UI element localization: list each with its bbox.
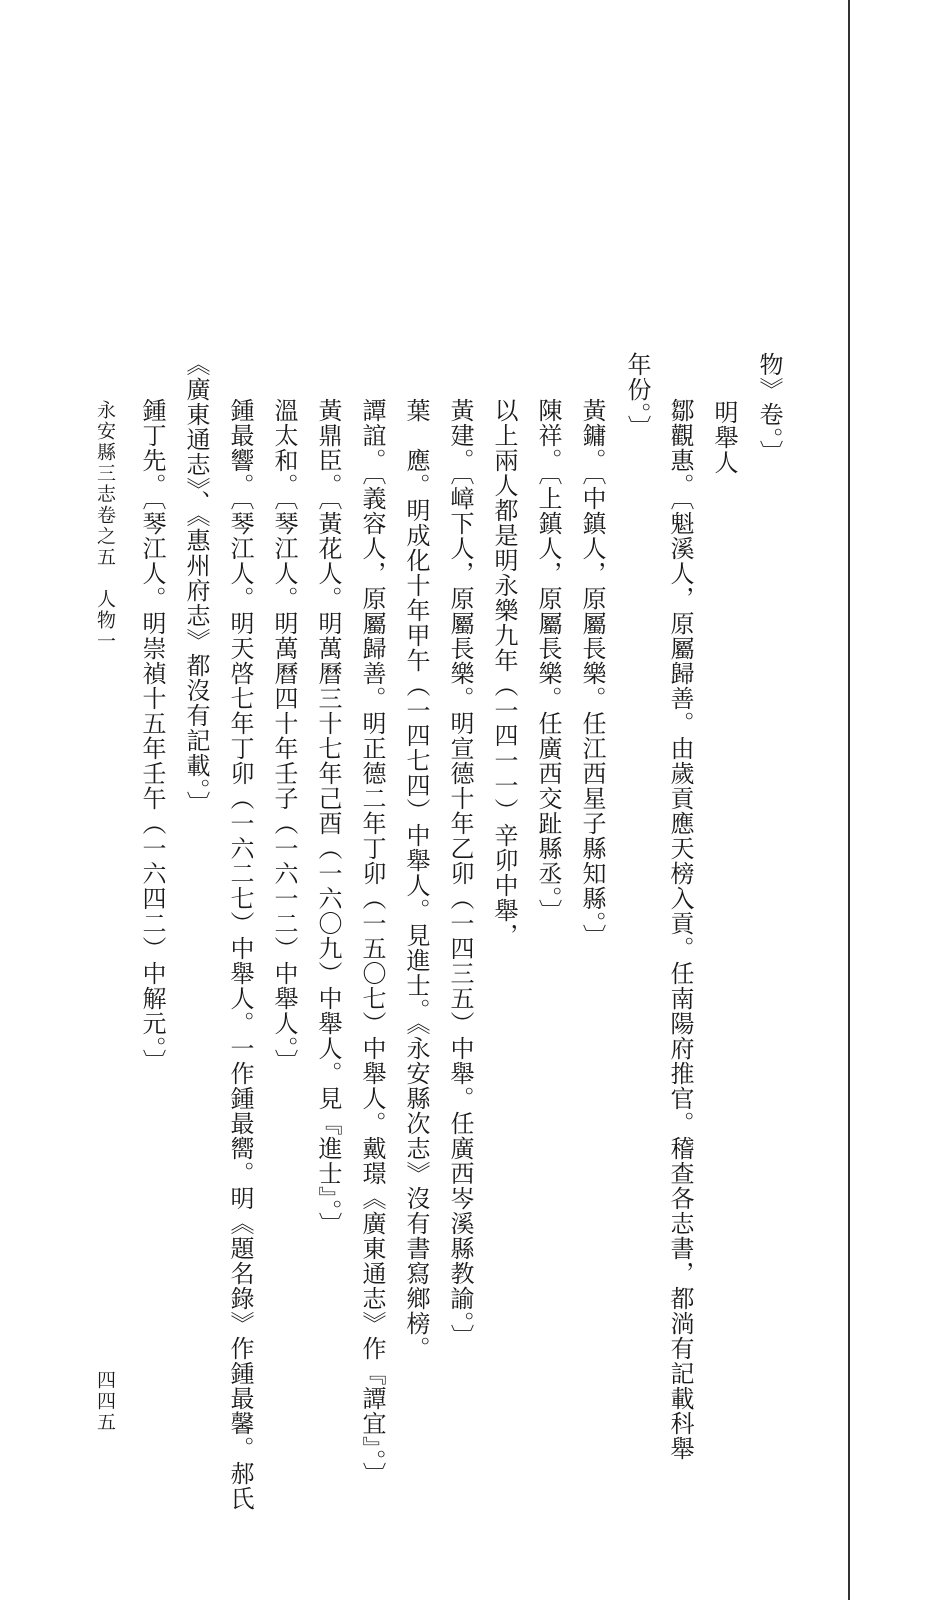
text-column-7: 以上兩人都是明永樂九年（一四一一）辛卯中舉， (490, 398, 518, 948)
text-column-11: 黃鼎臣。〔黃花人。明萬曆三十七年己酉（一六〇九）中舉人。見『進士』。〕 (314, 398, 342, 1237)
text-column-5: 黃鏞。〔中鎮人，原屬長樂。任江西星子縣知縣。〕 (578, 398, 606, 949)
page-number: 四四五 (94, 1370, 116, 1433)
section-heading: 明舉人 (710, 400, 738, 475)
text-column-10: 譚誼。〔義容人，原屬歸善。明正德二年丁卯（一五〇七）中舉人。戴璟《廣東通志》作『譚宜』。〕 (358, 398, 386, 1487)
page-edge-rule (848, 0, 850, 1600)
text-column-3: 鄒觀惠。〔魁溪人，原屬歸善。由歲貢應天榜入貢。任南陽府推官。稽查各志書，都淌有記載科舉 (666, 398, 694, 1461)
text-column-13: 鍾最響。〔琴江人。明天啓七年丁卯（一六二七）中舉人。一作鍾最嚮。明《題名錄》作鍾最馨。郝氏 (226, 398, 254, 1511)
text-column-9: 葉 應。明成化十年甲午（一四七四）中舉人。見進士。《永安縣次志》沒有書寫鄉榜。 (402, 398, 430, 1361)
text-column-8: 黃建。〔嶂下人，原屬長樂。明宣德十年乙卯（一四三五）中舉。任廣西岑溪縣教諭。〕 (446, 398, 474, 1349)
text-column-1: 物》卷。〕 (755, 352, 783, 465)
text-column-12: 溫太和。〔琴江人。明萬曆四十年壬子（一六一二）中舉人。〕 (270, 398, 298, 1074)
text-column-4: 年份。〕 (623, 352, 651, 440)
text-column-14: 《廣東通志》、《惠州府志》都沒有記載。〕 (182, 352, 210, 816)
text-column-15: 鍾丁先。〔琴江人。明崇禎十五年壬午（一六四二）中解元。〕 (138, 398, 166, 1074)
page-footer-title: 永安縣三志卷之五 人物一 (94, 400, 116, 652)
text-column-6: 陳祥。〔上鎮人，原屬長樂。任廣西交趾縣丞。〕 (534, 398, 562, 924)
